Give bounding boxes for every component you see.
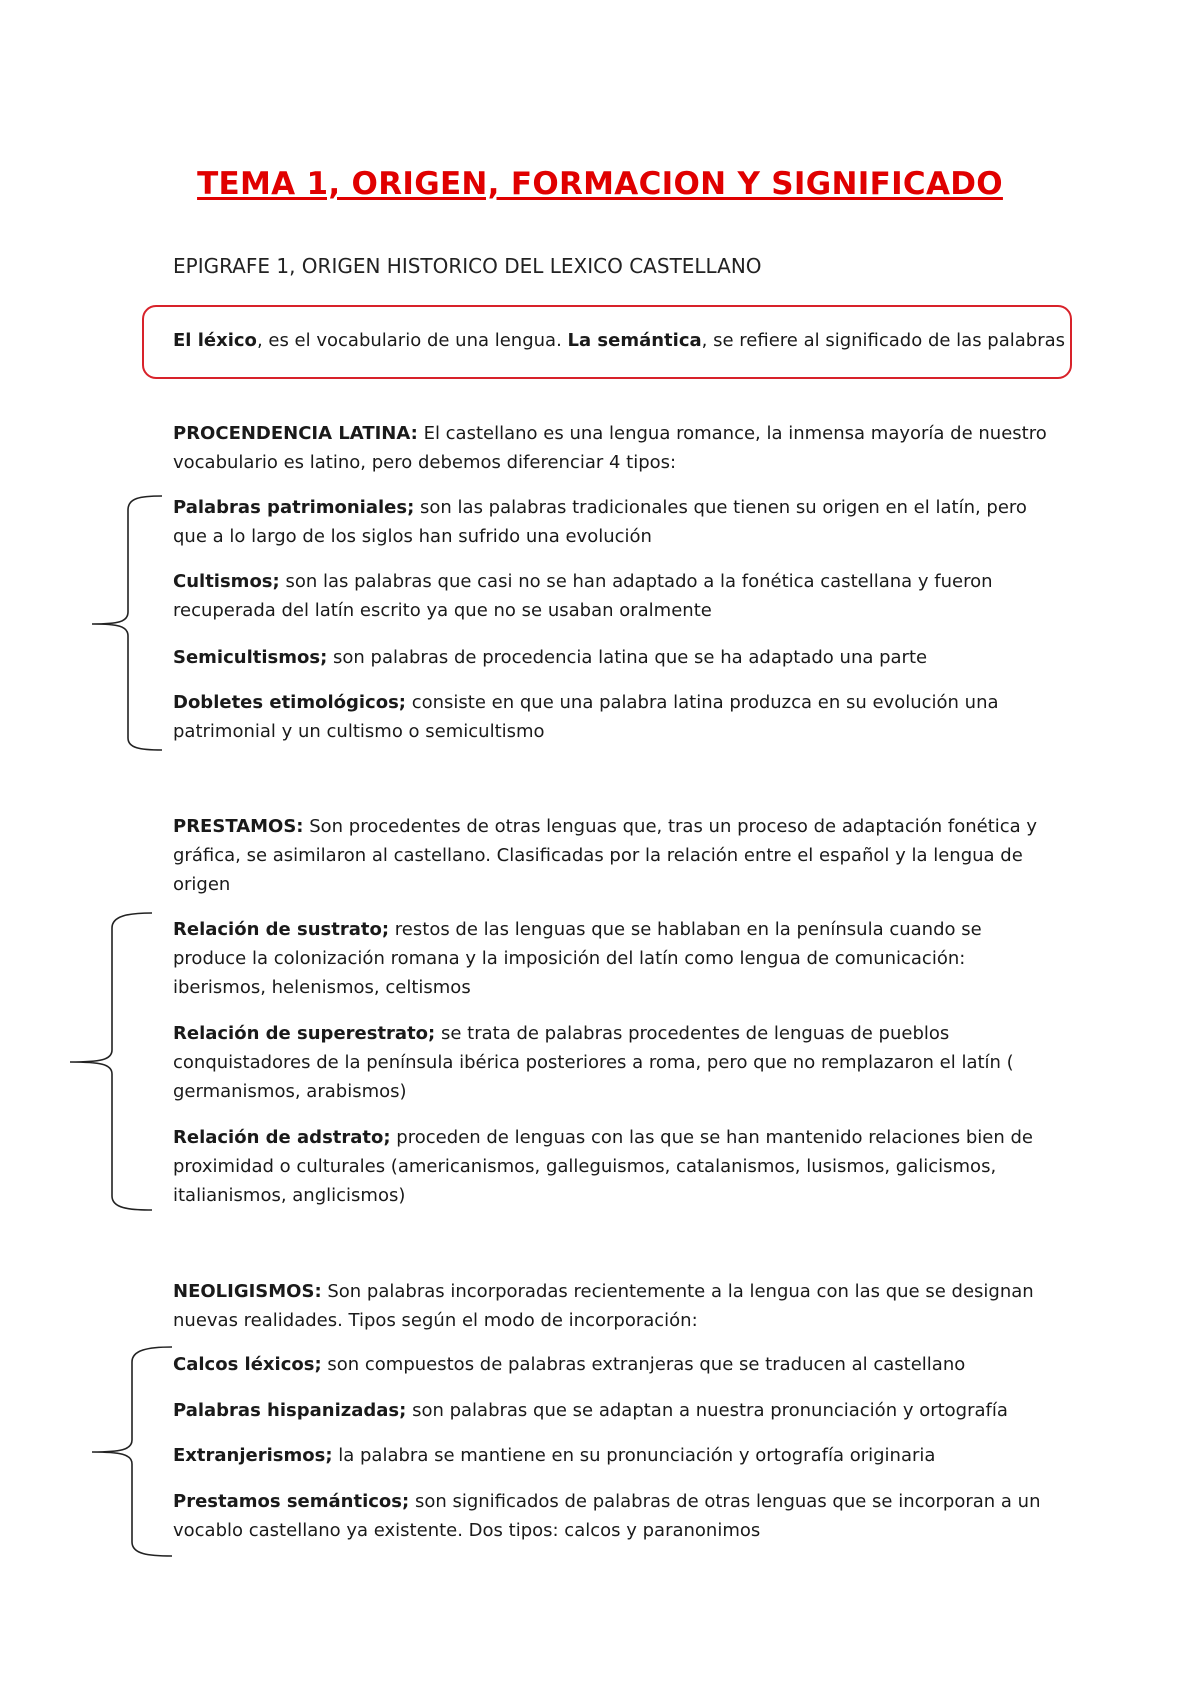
latina-item: Cultismos; son las palabras que casi no se han adaptado a la fonética castellana y fueron recuperada del latín escrito ya que no se usaban oralmente bbox=[173, 571, 993, 621]
neologismos-item: Palabras hispanizadas; son palabras que se adaptan a nuestra pronunciación y ortografía bbox=[173, 1400, 1008, 1421]
neologismos-heading: NEOLIGISMOS: bbox=[173, 1281, 322, 1302]
neologismos-intro: NEOLIGISMOS: Son palabras incorporadas recientemente a la lengua con las que se designan nuevas realidades. Tipos según el modo de incorporación: bbox=[173, 1281, 1034, 1331]
neologismos-item: Extranjerismos; la palabra se mantiene en su pronunciación y ortografía originaria bbox=[173, 1445, 936, 1466]
document-title: TEMA 1, ORIGEN, FORMACION Y SIGNIFICADO bbox=[197, 166, 1003, 202]
latina-heading: PROCENDENCIA LATINA: bbox=[173, 423, 418, 444]
definition-term-lexico: El léxico bbox=[173, 330, 257, 351]
prestamos-item: Relación de sustrato; restos de las lenguas que se hablaban en la península cuando se produce la colonización romana y la imposición del latín como lengua de comunicación: iberismos, helenismos, celtismos bbox=[173, 919, 982, 998]
definition-text: El léxico, es el vocabulario de una lengua. La semántica, se refiere al significado de las palabras bbox=[173, 330, 1066, 351]
neologismos-item: Calcos léxicos; son compuestos de palabras extranjeras que se traducen al castellano bbox=[173, 1354, 966, 1375]
definition-term-semantica: La semántica bbox=[567, 330, 702, 351]
prestamos-item: Relación de superestrato; se trata de palabras procedentes de lenguas de pueblos conquistadores de la península ibérica posteriores a roma, pero que no remplazaron el latín ( germanismos, arabismos) bbox=[173, 1023, 1014, 1102]
latina-item: Semicultismos; son palabras de procedencia latina que se ha adaptado una parte bbox=[173, 647, 928, 668]
prestamos-intro: PRESTAMOS: Son procedentes de otras lenguas que, tras un proceso de adaptación fonética y gráfica, se asimilaron al castellano. Clasificadas por la relación entre el español y la lengua de origen bbox=[173, 816, 1038, 895]
prestamos-item: Relación de adstrato; proceden de lenguas con las que se han mantenido relaciones bien de proximidad o culturales (americanismos, galleguismos, catalanismos, lusismos, galicismos, italianismos, anglicismos) bbox=[173, 1127, 1033, 1206]
prestamos-heading: PRESTAMOS: bbox=[173, 816, 304, 837]
neologismos-item: Prestamos semánticos; son significados de palabras de otras lenguas que se incorporan a un vocablo castellano ya existente. Dos tipos: calcos y paranonimos bbox=[173, 1491, 1041, 1541]
epigrafe-heading: EPIGRAFE 1, ORIGEN HISTORICO DEL LEXICO CASTELLANO bbox=[173, 254, 762, 278]
latina-intro: PROCENDENCIA LATINA: El castellano es una lengua romance, la inmensa mayoría de nuestro vocabulario es latino, pero debemos diferenciar 4 tipos: bbox=[173, 423, 1047, 473]
latina-item: Dobletes etimológicos; consiste en que una palabra latina produzca en su evolución una patrimonial y un cultismo o semicultismo bbox=[173, 692, 999, 742]
latina-item: Palabras patrimoniales; son las palabras tradicionales que tienen su origen en el latín, pero que a lo largo de los siglos han sufrido una evolución bbox=[173, 497, 1027, 547]
